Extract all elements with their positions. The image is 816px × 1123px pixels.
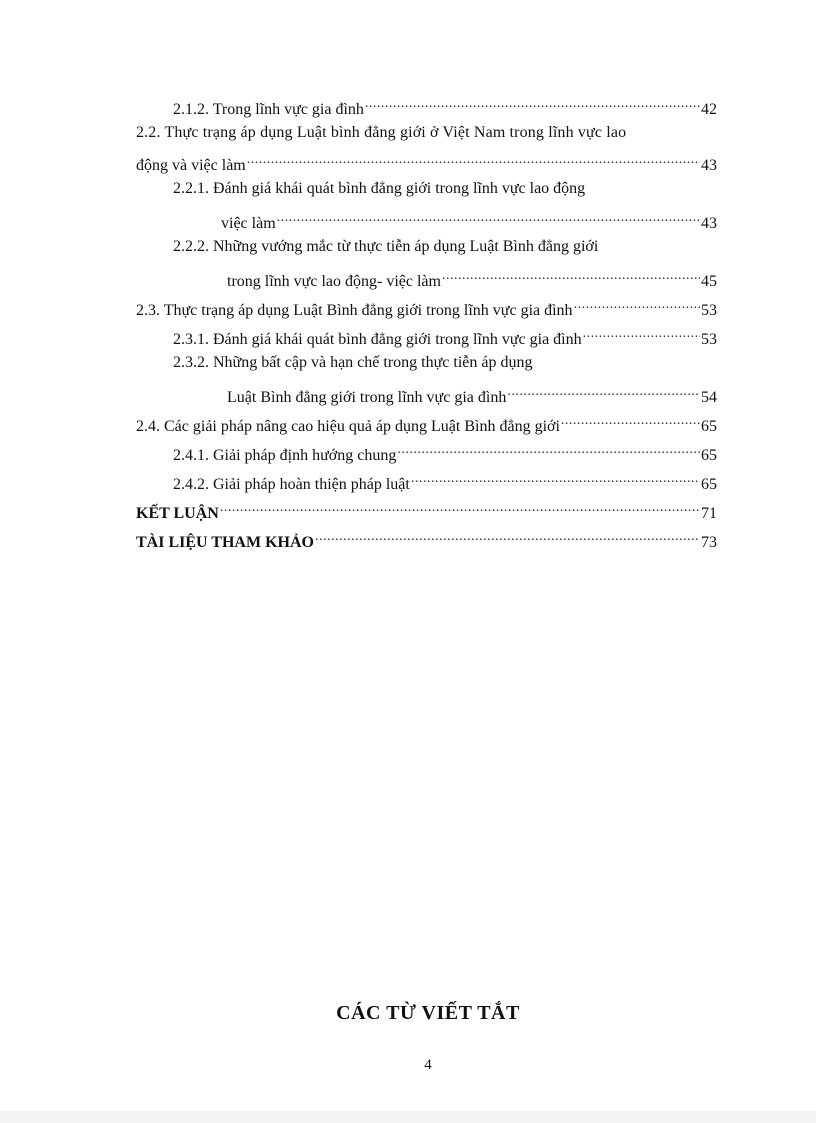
page-number: 4 [424,1057,432,1073]
toc-entry-label-cont: Luật Bình đẳng giới trong lĩnh vực gia đình [227,389,507,406]
toc-entry-2-4-2[interactable] [136,469,717,498]
dot-leader [220,498,700,518]
page-bottom-band [0,1111,816,1123]
dot-leader [315,527,700,547]
toc-entry-2-3-1[interactable] [136,324,717,353]
toc-entry-label: 2.2.2. Những vướng mắc từ thực tiễn áp dụng Luật Bình đẳng giới [173,238,599,255]
toc-entry-label: 2.4. Các giải pháp nâng cao hiệu quả áp dụng Luật Bình đẳng giới [136,418,560,435]
section-heading: CÁC TỪ VIẾT TẮT [336,1002,520,1024]
toc-entry-2-2-2-line1[interactable] [136,237,717,266]
dot-leader [247,150,700,170]
toc-entry-label-cont: việc làm [221,215,276,232]
toc-entry-page: 71 [701,505,717,522]
toc-entry-label-cont: động và việc làm [136,157,246,174]
toc-entry-label: KẾT LUẬN [136,505,219,522]
toc-entry-2-2-2-line2[interactable] [136,266,717,295]
dot-leader [583,324,700,344]
toc-entry-2-2-1-line2[interactable] [136,208,717,237]
toc-entry-page: 53 [701,302,717,319]
toc-entry-page: 73 [701,534,717,551]
toc-entry-tai-lieu-tham-khao[interactable] [136,527,717,556]
toc-entry-label: 2.4.2. Giải pháp hoàn thiện pháp luật [173,476,410,493]
toc-entry-label: 2.4.1. Giải pháp định hướng chung [173,447,397,464]
table-of-contents [136,94,717,556]
toc-entry-2-2-line2[interactable] [136,150,717,179]
dot-leader [507,382,700,402]
dot-leader [561,411,700,431]
toc-entry-2-1-2[interactable] [136,94,717,123]
dot-leader [411,469,700,489]
toc-entry-page: 43 [701,157,717,174]
toc-entry-label: 2.3. Thực trạng áp dụng Luật Bình đẳng giới trong lĩnh vực gia đình [136,302,573,319]
toc-entry-label: 2.2. Thực trạng áp dụng Luật bình đẳng giới ở Việt Nam trong lĩnh vực lao [136,124,627,141]
toc-entry-page: 54 [701,389,717,406]
toc-entry-page: 43 [701,215,717,232]
dot-leader [574,295,700,315]
toc-entry-ket-luan[interactable] [136,498,717,527]
dot-leader [442,266,700,286]
toc-entry-page: 65 [701,476,717,493]
toc-entry-label: 2.3.2. Những bất cập và hạn chế trong thực tiễn áp dụng [173,354,533,371]
dot-leader [277,208,700,228]
toc-entry-page: 65 [701,418,717,435]
toc-entry-label-cont: trong lĩnh vực lao động- việc làm [227,273,441,290]
dot-leader [397,440,700,460]
dot-leader [365,94,700,114]
toc-entry-2-4-1[interactable] [136,440,717,469]
toc-entry-2-2-1-line1[interactable] [136,179,717,208]
toc-entry-label: 2.2.1. Đánh giá khái quát bình đẳng giới trong lĩnh vực lao động [173,180,586,197]
toc-entry-2-3[interactable] [136,295,717,324]
toc-entry-page: 45 [701,273,717,290]
toc-entry-2-3-2-line1[interactable] [136,353,717,382]
toc-entry-2-3-2-line2[interactable] [136,382,717,411]
toc-entry-label: TÀI LIỆU THAM KHẢO [136,534,314,551]
toc-entry-page: 65 [701,447,717,464]
toc-entry-page: 53 [701,331,717,348]
toc-entry-2-4[interactable] [136,411,717,440]
toc-entry-label: 2.3.1. Đánh giá khái quát bình đẳng giới trong lĩnh vực gia đình [173,331,582,348]
toc-entry-label: 2.1.2. Trong lĩnh vực gia đình [173,101,364,118]
toc-entry-page: 42 [701,101,717,118]
toc-entry-2-2-line1[interactable] [136,123,717,150]
